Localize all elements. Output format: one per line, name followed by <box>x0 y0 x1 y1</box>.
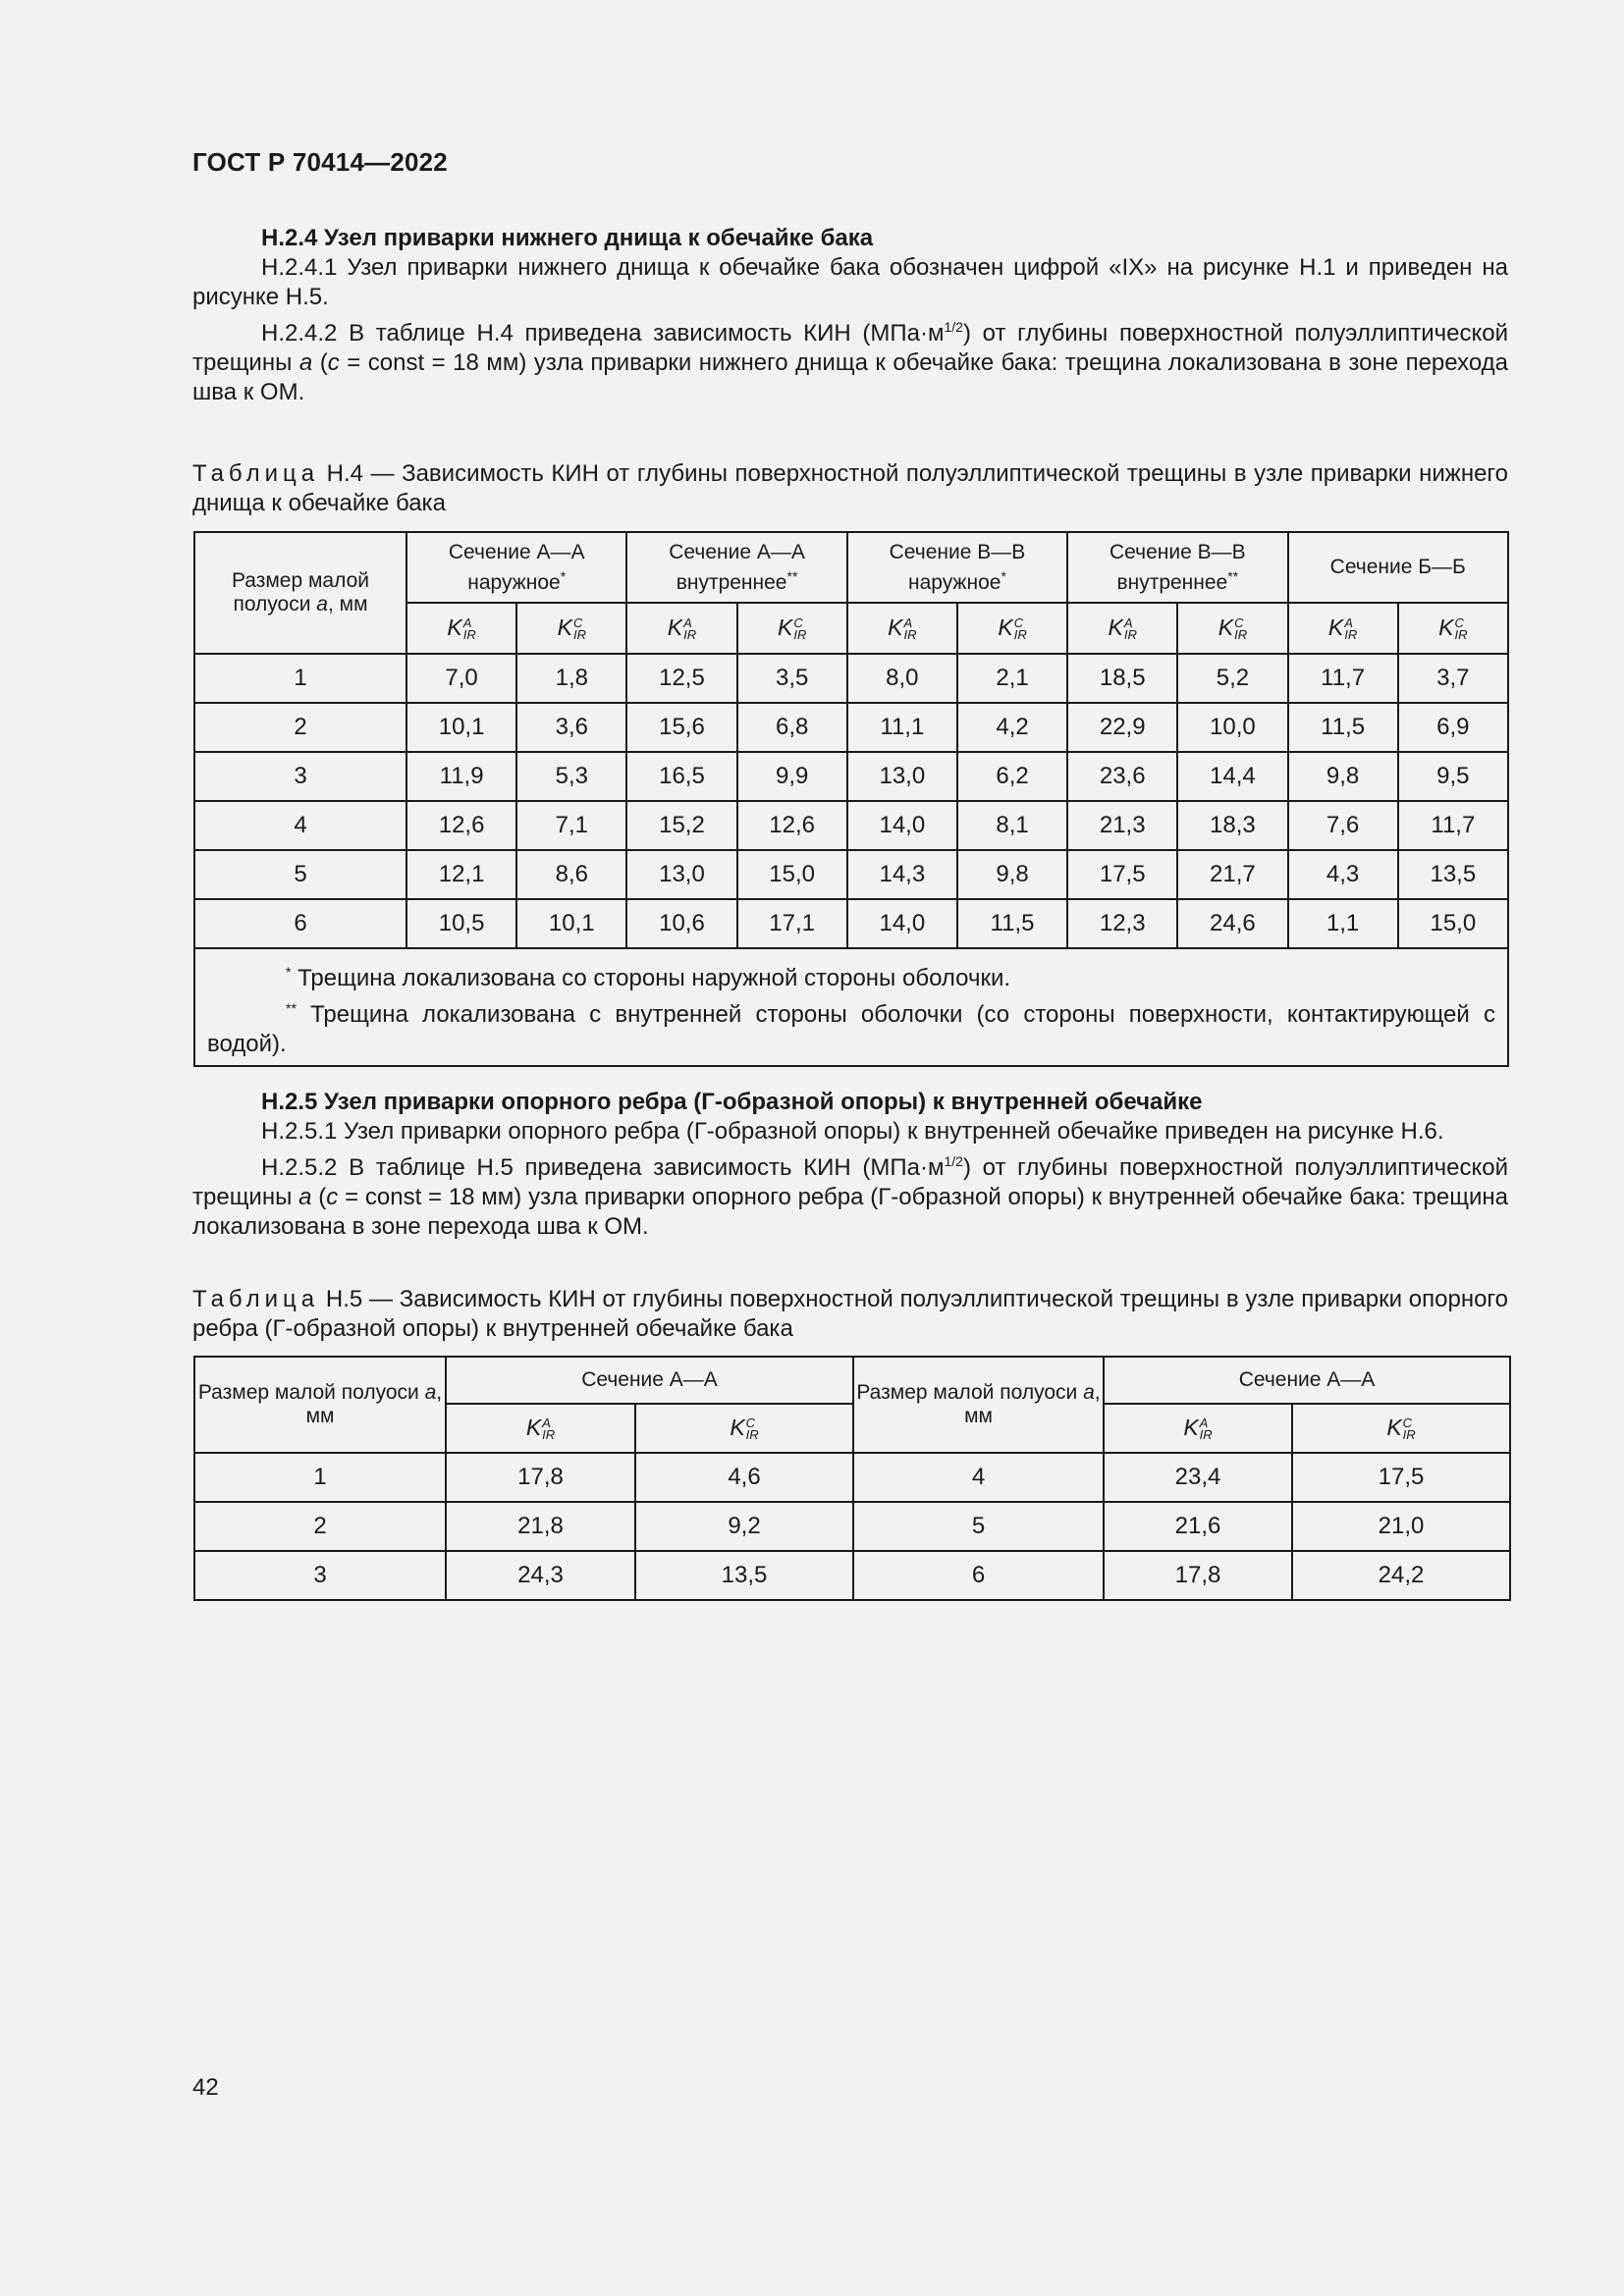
value-cell: 23,6 <box>1067 752 1177 801</box>
value-cell: 13,0 <box>626 850 736 899</box>
size-cell: 1 <box>194 1453 446 1502</box>
table-row <box>194 654 1508 703</box>
value-cell: 6,9 <box>1398 703 1508 752</box>
value-cell: 11,7 <box>1398 801 1508 850</box>
size-cell: 2 <box>194 1502 446 1551</box>
value-cell: 4,2 <box>957 703 1067 752</box>
k-ir-c-header: KC IR <box>516 603 626 654</box>
k-ir-c-header: KC IR <box>635 1404 853 1453</box>
value-cell: 9,8 <box>957 850 1067 899</box>
value-cell: 21,7 <box>1177 850 1287 899</box>
paragraph: Н.2.5.1 Узел приварки опорного ребра (Г-образной опоры) к внутренней обечайке приведен на рисунке Н.6. <box>261 1118 1444 1145</box>
value-cell: 11,5 <box>1288 703 1398 752</box>
size-cell: 6 <box>853 1551 1104 1600</box>
size-cell: 4 <box>853 1453 1104 1502</box>
value-cell: 24,3 <box>446 1551 635 1600</box>
value-cell: 10,6 <box>626 899 736 948</box>
value-cell: 13,0 <box>847 752 957 801</box>
value-cell: 9,2 <box>635 1502 853 1551</box>
value-cell: 11,1 <box>847 703 957 752</box>
paragraph: Н.2.5.2 В таблице Н.5 приведена зависимость КИН $(МПа\cdot м^{1/2})$ от глубины поверхностной полуэллиптической трещины a (c = const = 18 мм) узла приварки опорного ребра (Г-образной опоры) к внутренней обечайке бака: трещина локализована в зоне перехода шва к ОМ. <box>192 1153 1509 1240</box>
column-header-section: Сечение А—А <box>1104 1357 1510 1404</box>
value-cell: 7,1 <box>516 801 626 850</box>
section-heading: Н.2.4 Узел приварки нижнего днища к обечайке бака <box>261 225 874 251</box>
k-ir-a-header: KA IR <box>446 1404 635 1453</box>
table-h4 <box>193 531 1509 1067</box>
k-ir-c-header: KC IR <box>957 603 1067 654</box>
page-number: 42 <box>192 2074 219 2101</box>
value-cell: 22,9 <box>1067 703 1177 752</box>
table-caption: Таблица Н.5 — Зависимость КИН от глубины поверхностной полуэллиптической трещины в узле приварки опорного ребра (Г-образной опоры) к внутренней обечайке бака <box>192 1286 1508 1342</box>
value-cell: 15,0 <box>737 850 847 899</box>
value-cell: 14,3 <box>847 850 957 899</box>
size-cell: 3 <box>194 752 406 801</box>
value-cell: 17,1 <box>737 899 847 948</box>
value-cell: 14,0 <box>847 899 957 948</box>
table-row <box>194 1551 1510 1600</box>
value-cell: 15,6 <box>626 703 736 752</box>
value-cell: 11,7 <box>1288 654 1398 703</box>
table-row <box>194 703 1508 752</box>
value-cell: 21,0 <box>1292 1502 1510 1551</box>
value-cell: 12,3 <box>1067 899 1177 948</box>
column-header-size: Размер малой полуоси a, мм <box>194 1357 446 1453</box>
value-cell: 16,5 <box>626 752 736 801</box>
section-heading: Н.2.5 Узел приварки опорного ребра (Г-образной опоры) к внутренней обечайке <box>261 1089 1203 1115</box>
value-cell: 11,9 <box>406 752 516 801</box>
k-ir-a-header: KA IR <box>626 603 736 654</box>
value-cell: 10,1 <box>516 899 626 948</box>
value-cell: 10,0 <box>1177 703 1287 752</box>
value-cell: 1,1 <box>1288 899 1398 948</box>
value-cell: 21,6 <box>1104 1502 1292 1551</box>
value-cell: 23,4 <box>1104 1453 1292 1502</box>
column-header-section: Сечение В—В внутреннее** <box>1067 532 1287 603</box>
value-cell: 24,6 <box>1177 899 1287 948</box>
table-h5 <box>193 1356 1511 1601</box>
k-ir-a-header: KA IR <box>1288 603 1398 654</box>
paragraph: Н.2.4.1 Узел приварки нижнего днища к обечайке бака обозначен цифрой «IX» на рисунке Н.1 и приведен на рисунке Н.5. <box>192 254 1508 310</box>
value-cell: 14,0 <box>847 801 957 850</box>
value-cell: 12,5 <box>626 654 736 703</box>
value-cell: 17,8 <box>446 1453 635 1502</box>
note: * Трещина локализована со стороны наружной стороны оболочки. <box>286 964 1011 991</box>
value-cell: 13,5 <box>1398 850 1508 899</box>
value-cell: 5,2 <box>1177 654 1287 703</box>
value-cell: 12,6 <box>406 801 516 850</box>
table-notes <box>194 948 1508 1066</box>
section-h24 <box>192 224 1508 407</box>
value-cell: 4,3 <box>1288 850 1398 899</box>
table-row <box>194 1453 1510 1502</box>
size-cell: 3 <box>194 1551 446 1600</box>
note: ** Трещина локализована с внутренней стороны оболочки (со стороны поверхности, контактирующей с водой). <box>207 1000 1495 1057</box>
value-cell: 3,7 <box>1398 654 1508 703</box>
value-cell: 4,6 <box>635 1453 853 1502</box>
column-header-size: Размер малой полуоси a, мм <box>853 1357 1104 1453</box>
k-ir-a-header: KA IR <box>1104 1404 1292 1453</box>
value-cell: 9,5 <box>1398 752 1508 801</box>
table-row <box>194 752 1508 801</box>
value-cell: 15,0 <box>1398 899 1508 948</box>
table-row <box>194 1502 1510 1551</box>
table-row <box>194 850 1508 899</box>
value-cell: 24,2 <box>1292 1551 1510 1600</box>
value-cell: 8,6 <box>516 850 626 899</box>
paragraph: Н.2.4.2 В таблице Н.4 приведена зависимость КИН $(МПа\cdot м^{1/2})$ от глубины поверхностной полуэллиптической трещины a (c = const = 18 мм) узла приварки нижнего днища к обечайке бака: трещина локализована в зоне перехода шва к ОМ. <box>192 319 1509 405</box>
value-cell: 13,5 <box>635 1551 853 1600</box>
k-ir-c-header: KC IR <box>1398 603 1508 654</box>
value-cell: 12,6 <box>737 801 847 850</box>
value-cell: 8,1 <box>957 801 1067 850</box>
column-header-section: Сечение А—А <box>446 1357 853 1404</box>
column-header-section: Сечение А—А наружное* <box>406 532 626 603</box>
value-cell: 12,1 <box>406 850 516 899</box>
value-cell: 6,8 <box>737 703 847 752</box>
size-cell: 5 <box>853 1502 1104 1551</box>
k-ir-c-header: KC IR <box>1177 603 1287 654</box>
value-cell: 21,3 <box>1067 801 1177 850</box>
doc-code-header: ГОСТ Р 70414—2022 <box>192 147 448 177</box>
column-header-size: Размер малой полуоси a, мм <box>194 532 406 654</box>
value-cell: 9,8 <box>1288 752 1398 801</box>
value-cell: 6,2 <box>957 752 1067 801</box>
value-cell: 18,3 <box>1177 801 1287 850</box>
value-cell: 21,8 <box>446 1502 635 1551</box>
value-cell: 7,6 <box>1288 801 1398 850</box>
column-header-section: Сечение В—В наружное* <box>847 532 1067 603</box>
value-cell: 11,5 <box>957 899 1067 948</box>
value-cell: 9,9 <box>737 752 847 801</box>
size-cell: 4 <box>194 801 406 850</box>
size-cell: 1 <box>194 654 406 703</box>
size-cell: 6 <box>194 899 406 948</box>
k-ir-c-header: KC IR <box>1292 1404 1510 1453</box>
section-h25 <box>192 1088 1508 1242</box>
size-cell: 5 <box>194 850 406 899</box>
value-cell: 17,5 <box>1292 1453 1510 1502</box>
value-cell: 3,6 <box>516 703 626 752</box>
value-cell: 8,0 <box>847 654 957 703</box>
k-ir-c-header: KC IR <box>737 603 847 654</box>
value-cell: 15,2 <box>626 801 736 850</box>
value-cell: 10,1 <box>406 703 516 752</box>
size-cell: 2 <box>194 703 406 752</box>
column-header-section: Сечение Б—Б <box>1288 532 1509 603</box>
value-cell: 5,3 <box>516 752 626 801</box>
k-ir-a-header: KA IR <box>406 603 516 654</box>
value-cell: 14,4 <box>1177 752 1287 801</box>
table-row <box>194 801 1508 850</box>
value-cell: 17,8 <box>1104 1551 1292 1600</box>
value-cell: 18,5 <box>1067 654 1177 703</box>
value-cell: 3,5 <box>737 654 847 703</box>
table-row <box>194 899 1508 948</box>
column-header-section: Сечение А—А внутреннее** <box>626 532 846 603</box>
value-cell: 1,8 <box>516 654 626 703</box>
value-cell: 10,5 <box>406 899 516 948</box>
value-cell: 7,0 <box>406 654 516 703</box>
k-ir-a-header: KA IR <box>1067 603 1177 654</box>
k-ir-a-header: KA IR <box>847 603 957 654</box>
value-cell: 2,1 <box>957 654 1067 703</box>
table-caption: Таблица Н.4 — Зависимость КИН от глубины поверхностной полуэллиптической трещины в узле приварки нижнего днища к обечайке бака <box>192 460 1508 516</box>
value-cell: 17,5 <box>1067 850 1177 899</box>
